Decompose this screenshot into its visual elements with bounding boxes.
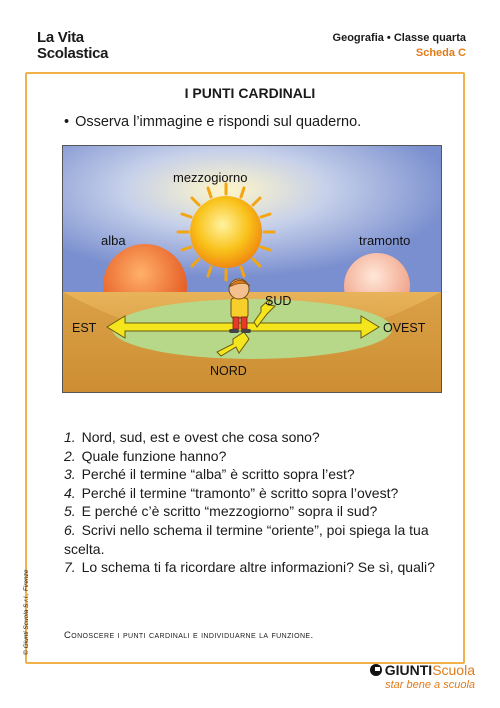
question-number: 4. xyxy=(64,484,76,501)
question-number: 1. xyxy=(64,429,76,445)
brand-name-part2: Scuola xyxy=(432,662,475,678)
brand-name-part1: GIUNTI xyxy=(384,662,433,678)
question-item xyxy=(64,484,454,503)
question-list xyxy=(64,428,454,577)
instruction xyxy=(64,114,361,130)
label-west: OVEST xyxy=(383,321,426,335)
label-north: NORD xyxy=(210,364,247,378)
logo-line-1: La Vita xyxy=(37,29,84,46)
bullet-icon: • xyxy=(64,114,70,130)
sheet-label: Scheda C xyxy=(415,47,466,59)
question-item xyxy=(64,465,454,484)
question-number: 5. xyxy=(64,503,76,520)
question-item xyxy=(64,502,454,521)
brand-name xyxy=(370,662,475,678)
publisher-brand xyxy=(370,662,475,691)
question-number: 7. xyxy=(64,559,76,576)
question-number: 6. xyxy=(64,521,76,538)
instruction-text: Osserva l’immagine e rispondi sul quaderno. xyxy=(75,114,362,130)
page-title: I PUNTI CARDINALI xyxy=(184,85,316,101)
cardinal-points-illustration xyxy=(62,145,442,393)
question-item xyxy=(64,447,454,466)
giunti-logo-icon xyxy=(370,664,382,676)
header-info xyxy=(333,31,466,61)
question-text: Perché il termine “alba” è scritto sopra l’est? xyxy=(81,466,355,483)
logo-line-2: Scolastica xyxy=(37,45,109,62)
brand-tagline: star bene a scuola xyxy=(385,679,475,691)
label-east: EST xyxy=(72,321,97,335)
label-south: SUD xyxy=(265,294,292,308)
copyright-notice: © Giunti Scuola S.r.l., Firenze xyxy=(23,569,30,655)
question-number: 2. xyxy=(64,447,76,464)
learning-objective: Conoscere i punti cardinali e individuarne la funzione. xyxy=(64,630,314,641)
logo xyxy=(37,30,108,62)
question-text: Scrivi nello schema il termine “oriente”, poi spiega la tua scelta. xyxy=(64,521,429,557)
question-text: E perché c’è scritto “mezzogiorno” sopra il sud? xyxy=(81,503,378,520)
label-dawn: alba xyxy=(101,233,126,248)
question-item xyxy=(64,428,454,447)
question-item xyxy=(64,558,454,577)
question-text: Perché il termine “tramonto” è scritto sopra l’ovest? xyxy=(81,484,399,501)
noon-sun-icon xyxy=(178,184,274,280)
subject-label: Geografia • Classe quarta xyxy=(332,32,466,44)
label-sunset: tramonto xyxy=(359,233,411,248)
question-text: Lo schema ti fa ricordare altre informazioni? Se sì, quali? xyxy=(81,559,435,576)
question-item xyxy=(64,521,454,558)
label-noon: mezzogiorno xyxy=(173,170,248,185)
question-text: Quale funzione hanno? xyxy=(81,447,227,464)
question-number: 3. xyxy=(64,466,76,483)
question-text: Nord, sud, est e ovest che cosa sono? xyxy=(81,429,320,445)
